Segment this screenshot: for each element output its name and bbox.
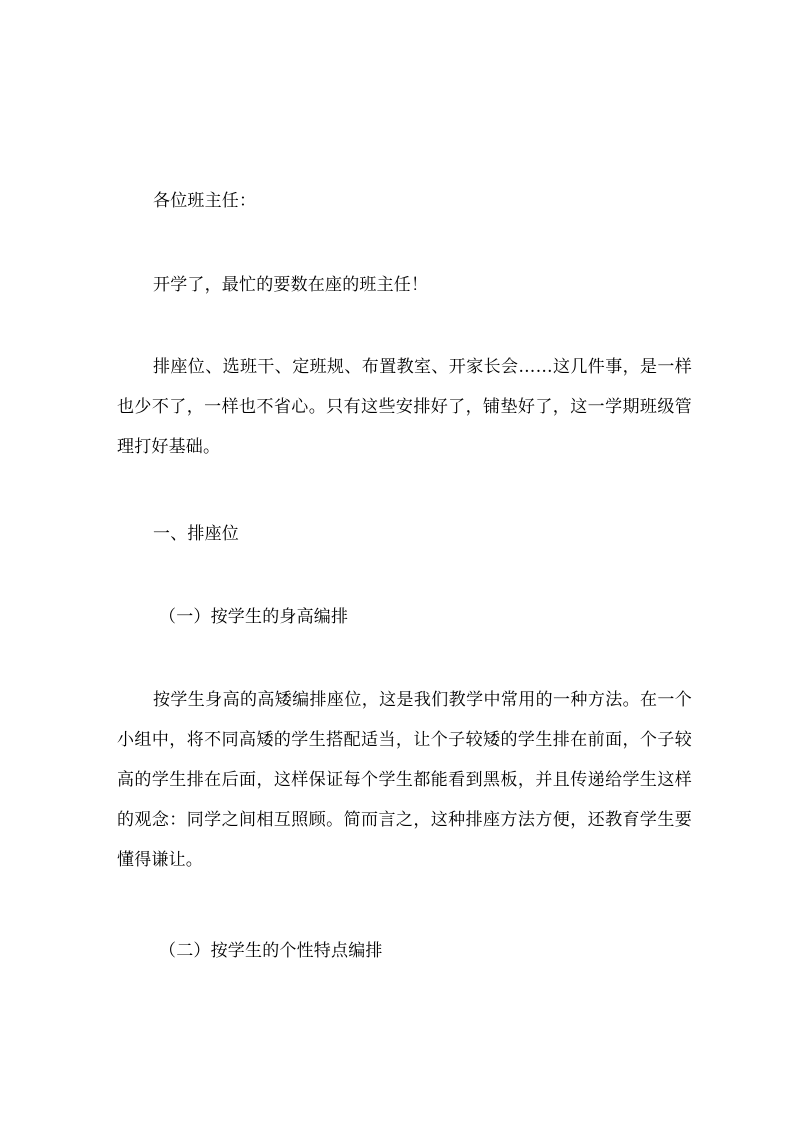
- greeting: 各位班主任：: [153, 191, 257, 211]
- subsection-heading-height: （一）按学生的身高编排: [159, 607, 349, 627]
- subsection-heading-personality: （二）按学生的个性特点编排: [159, 941, 383, 961]
- overview-paragraph: 排座位、选班干、定班规、布置教室、开家长会……这几件事，是一样也少不了，一样也不省心。只有这些安排好了，铺垫好了，这一学期班级管理打好基础。: [117, 357, 692, 457]
- subsection-body-height: 按学生身高的高矮编排座位，这是我们教学中常用的一种方法。在一个小组中，将不同高矮的学生搭配适当，让个子较矮的学生排在前面，个子较高的学生排在后面，这样保证每个学生都能看到黑板，并且传递给学生这样的观念：同学之间相互照顾。简而言之，这种排座方法方便，还教育学生要懂得谦让。: [117, 690, 692, 870]
- section-heading-seating: 一、排座位: [153, 524, 239, 544]
- intro-paragraph: 开学了，最忙的要数在座的班主任！: [153, 275, 429, 295]
